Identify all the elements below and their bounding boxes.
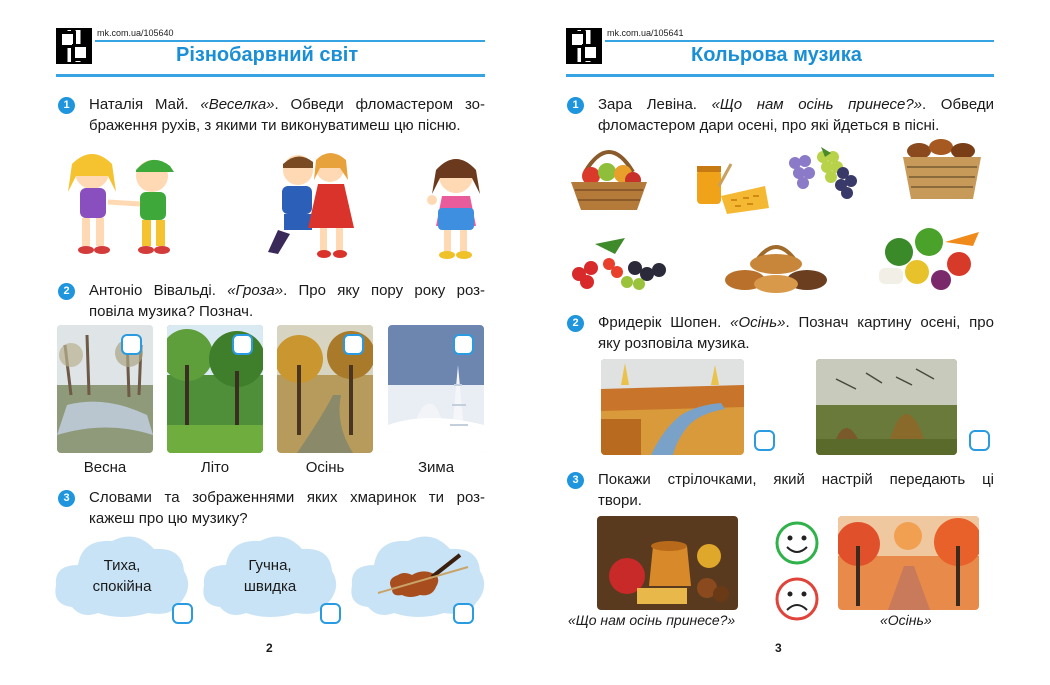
- task-2-rest: . Про яку пору року роз-: [283, 282, 485, 299]
- task-3-line2: кажеш про цю музику?: [89, 510, 248, 527]
- task-1-line2: фломастером дари осені, про які йдеться в пісні.: [598, 117, 940, 134]
- task-1-piece: «Що нам осінь принесе?»: [711, 96, 923, 113]
- caption-left-piece: «Що нам осінь принесе?»: [568, 612, 736, 628]
- task-1-author: Зара Левіна.: [598, 96, 712, 113]
- kids-dancing-illustration[interactable]: [258, 142, 368, 264]
- vegetables-picture[interactable]: [869, 212, 989, 296]
- page-title: Різнобарвний світ: [176, 44, 359, 66]
- task-2-text: [598, 312, 994, 354]
- header-rule: [605, 40, 994, 42]
- checkbox-cloud-loud[interactable]: [320, 603, 341, 624]
- task-1-line2: браження рухів, з якими ти виконуватимеш цю пісню.: [89, 117, 461, 134]
- checkbox-spring[interactable]: [121, 334, 142, 355]
- autumn-river-painting[interactable]: [601, 359, 744, 455]
- kids-walking-illustration[interactable]: [52, 142, 192, 264]
- season-label-summer: Літо: [200, 459, 230, 476]
- qr-code-icon[interactable]: [56, 28, 92, 64]
- season-label-winter: Зима: [417, 459, 455, 476]
- page-number: 2: [266, 641, 273, 655]
- season-label-spring: Весна: [83, 459, 127, 476]
- page-title: Кольрова музика: [691, 44, 862, 66]
- task-1-piece: «Веселка»: [200, 96, 275, 113]
- autumn-harvest-picture[interactable]: [597, 516, 738, 610]
- girl-clapping-illustration[interactable]: [420, 148, 490, 264]
- bread-basket-picture[interactable]: [723, 230, 829, 296]
- sad-face-icon[interactable]: [773, 576, 821, 622]
- mushroom-basket-picture[interactable]: [899, 137, 985, 201]
- season-label-autumn: Осінь: [305, 459, 345, 476]
- task-number-3: 3: [567, 472, 584, 489]
- task-number-1: 1: [58, 97, 75, 114]
- cloud-quiet-line2: спокійна: [92, 578, 152, 595]
- task-2-rest: . Познач картину осені, про: [785, 314, 994, 331]
- checkbox-cloud-quiet[interactable]: [172, 603, 193, 624]
- cloud-loud-text: [210, 555, 330, 597]
- task-3-text: [598, 469, 994, 511]
- page-url[interactable]: mk.com.ua/105641: [607, 28, 684, 38]
- task-3-line2: твори.: [598, 492, 642, 509]
- checkbox-painting-river[interactable]: [754, 430, 775, 451]
- cloud-quiet-line1: Тиха,: [103, 557, 141, 574]
- checkbox-summer[interactable]: [232, 334, 253, 355]
- cloud-quiet-text: [62, 555, 182, 597]
- fruit-basket-picture[interactable]: [567, 138, 651, 214]
- honey-picture[interactable]: [691, 156, 771, 216]
- task-1-rest: . Обведи: [922, 96, 994, 113]
- task-3-text: [89, 487, 485, 529]
- task-number-1: 1: [567, 97, 584, 114]
- qr-code-icon[interactable]: [566, 28, 602, 64]
- cloud-loud-line1: Гучна,: [248, 557, 292, 574]
- grapes-picture[interactable]: [781, 143, 859, 205]
- right-page: [525, 0, 1050, 685]
- header-underline: [566, 74, 994, 77]
- task-2-author: Антоніо Вівальді.: [89, 282, 228, 299]
- checkbox-painting-haystack[interactable]: [969, 430, 990, 451]
- page-number: 3: [775, 641, 782, 655]
- task-2-line2: повіла музика? Познач.: [89, 303, 254, 320]
- checkbox-cloud-violin[interactable]: [453, 603, 474, 624]
- task-1-text: [89, 94, 485, 136]
- autumn-park-painting[interactable]: [838, 516, 979, 610]
- task-1-author: Наталія Май.: [89, 96, 201, 113]
- header-rule: [95, 40, 485, 42]
- task-number-2: 2: [58, 283, 75, 300]
- page-url[interactable]: mk.com.ua/105640: [97, 28, 174, 38]
- berries-picture[interactable]: [565, 234, 673, 294]
- cloud-loud-line2: швидка: [243, 578, 297, 595]
- task-2-text: [89, 280, 485, 322]
- task-1-rest: . Обведи фломастером зо-: [274, 96, 486, 113]
- task-2-author: Фридерік Шопен.: [598, 314, 731, 331]
- header-underline: [56, 74, 485, 77]
- task-2-piece: «Осінь»: [730, 314, 786, 331]
- task-2-piece: «Гроза»: [227, 282, 284, 299]
- haystack-painting[interactable]: [816, 359, 957, 455]
- happy-face-icon[interactable]: [773, 520, 821, 566]
- task-3-line1: Покажи стрілочками, який настрій передають ці: [598, 471, 994, 488]
- task-2-line2: яку розповіла музика.: [598, 335, 750, 352]
- task-1-text: [598, 94, 994, 136]
- caption-right-piece: «Осінь»: [880, 612, 932, 628]
- checkbox-winter[interactable]: [453, 334, 474, 355]
- task-number-2: 2: [567, 315, 584, 332]
- task-3-line1: Словами та зображеннями яких хмаринок ти роз-: [89, 489, 485, 506]
- checkbox-autumn[interactable]: [343, 334, 364, 355]
- task-number-3: 3: [58, 490, 75, 507]
